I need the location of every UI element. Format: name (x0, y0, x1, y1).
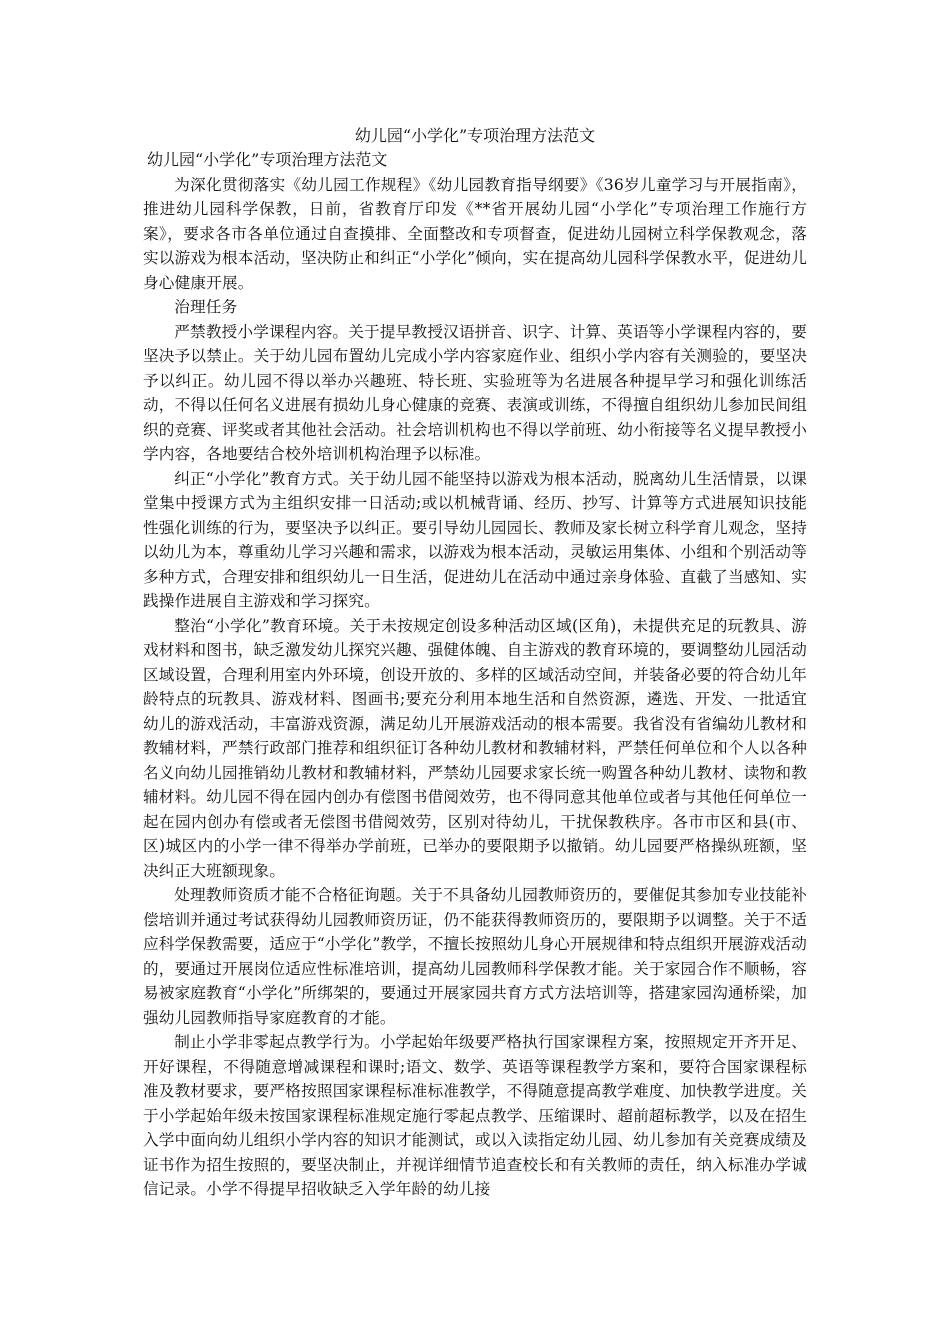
paragraph-curriculum: 严禁教授小学课程内容。关于提早教授汉语拼音、识字、计算、英语等小学课程内容的，要坚决予以禁止。关于幼儿园布置幼儿完成小学内容家庭作业、组织小学内容有关测验的，要坚决予以纠正。幼儿园不得以举办兴趣班、特长班、实验班等为名进展各种提早学习和强化训练活动，不得以任何名义进展有损幼儿身心健康的竞赛、表演或训练，不得擅自组织幼儿参加民间组织的竞赛、评奖或者其他社会活动。社会培训机构也不得以学前班、幼小衔接等名义提早教授小学内容，各地要结合校外培训机构治理予以标准。 (143, 322, 807, 463)
document-body (143, 148, 807, 1202)
document-title: 幼儿园“小学化”专项治理方法范文 (354, 126, 596, 145)
section-heading: 治理任务 (174, 298, 238, 316)
document-subtitle: 幼儿园“小学化”专项治理方法范文 (147, 150, 388, 169)
paragraph-primary-school: 制止小学非零起点教学行为。小学起始年级要严格执行国家课程方案，按照规定开齐开足、开好课程，不得随意增减课程和课时;语文、数学、英语等课程教学方案和，要符合国家课程标准及教材要求，要严格按照国家课程标准标准教学，不得随意提高教学难度、加快教学进度。关于小学起始年级未按国家课程标准规定施行零起点教学、压缩课时、超前超标教学，以及在招生入学中面向幼儿组织小学内容的知识才能测试，或以入读指定幼儿园、幼儿参加有关竞赛成绩及证书作为招生按照的，要坚决制止，并视详细情节追查校长和有关教师的责任，纳入标准办学诚信记录。小学不得提早招收缺乏入学年龄的幼儿接 (143, 1033, 807, 1198)
paragraph-teacher-qualification: 处理教师资质才能不合格征询题。关于不具备幼儿园教师资历的，要催促其参加专业技能补偿培训并通过考试获得幼儿园教师资历证，仍不能获得教师资历的，要限期予以调整。关于不适应科学保教需要，适应于“小学化”教学，不擅长按照幼儿身心开展规律和特点组织开展游戏活动的，要通过开展岗位适应性标准培训，提高幼儿园教师科学保教才能。关于家园合作不顺畅，容易被家庭教育“小学化”所绑架的，要通过开展家园共育方式方法培训等，搭建家园沟通桥梁，加强幼儿园教师指导家庭教育的才能。 (143, 886, 807, 1027)
paragraph-teaching-methods: 纠正“小学化”教育方式。关于幼儿园不能坚持以游戏为根本活动，脱离幼儿生活情景，以课堂集中授课方式为主组织安排一日活动;或以机械背诵、经历、抄写、计算等方式进展知识技能性强化训练的行为，要坚决予以纠正。要引导幼儿园园长、教师及家长树立科学育儿观念，坚持以幼儿为本，尊重幼儿学习兴趣和需求，以游戏为根本活动，灵敏运用集体、小组和个别活动等多种方式，合理安排和组织幼儿一日生活，促进幼儿在活动中通过亲身体验、直截了当感知、实践操作进展自主游戏和学习探究。 (143, 469, 807, 610)
paragraph-environment: 整治“小学化”教育环境。关于未按规定创设多种活动区域(区角)，未提供充足的玩教具、游戏材料和图书，缺乏激发幼儿探究兴趣、强健体魄、自主游戏的教育环境的，要调整幼儿园活动区域设置，合理利用室内外环境，创设开放的、多样的区域活动空间，并装备必要的符合幼儿年龄特点的玩教具、游戏材料、图画书;要充分利用本地生活和自然资源，遴选、开发、一批适宜幼儿的游戏活动，丰富游戏资源，满足幼儿开展游戏活动的根本需要。我省没有省编幼儿教材和教辅材料，严禁行政部门推荐和组织征订各种幼儿教材和教辅材料，严禁任何单位和个人以各种名义向幼儿园推销幼儿教材和教辅材料，严禁幼儿园要求家长统一购置各种幼儿教材、读物和教辅材料。幼儿园不得在园内创办有偿图书借阅效劳，也不得同意其他单位或者与其他任何单位一起在园内创办有偿或者无偿图书借阅效劳，区别对待幼儿，干扰保教秩序。各市市区和县(市、区)城区内的小学一律不得举办学前班，已举办的要限期予以撤销。幼儿园要严格操纵班额，坚决纠正大班额现象。 (143, 616, 807, 880)
paragraph-intro: 为深化贯彻落实《幼儿园工作规程》《幼儿园教育指导纲要》《36岁儿童学习与开展指南》，推进幼儿园科学保教，日前，省教育厅印发《**省开展幼儿园“小学化”专项治理工作施行方案》，要求各市各单位通过自查摸排、全面整改和专项督查，促进幼儿园树立科学保教观念，落实以游戏为根本活动，坚决防止和纠正“小学化”倾向，实在提高幼儿园科学保教水平，促进幼儿身心健康开展。 (143, 175, 807, 292)
